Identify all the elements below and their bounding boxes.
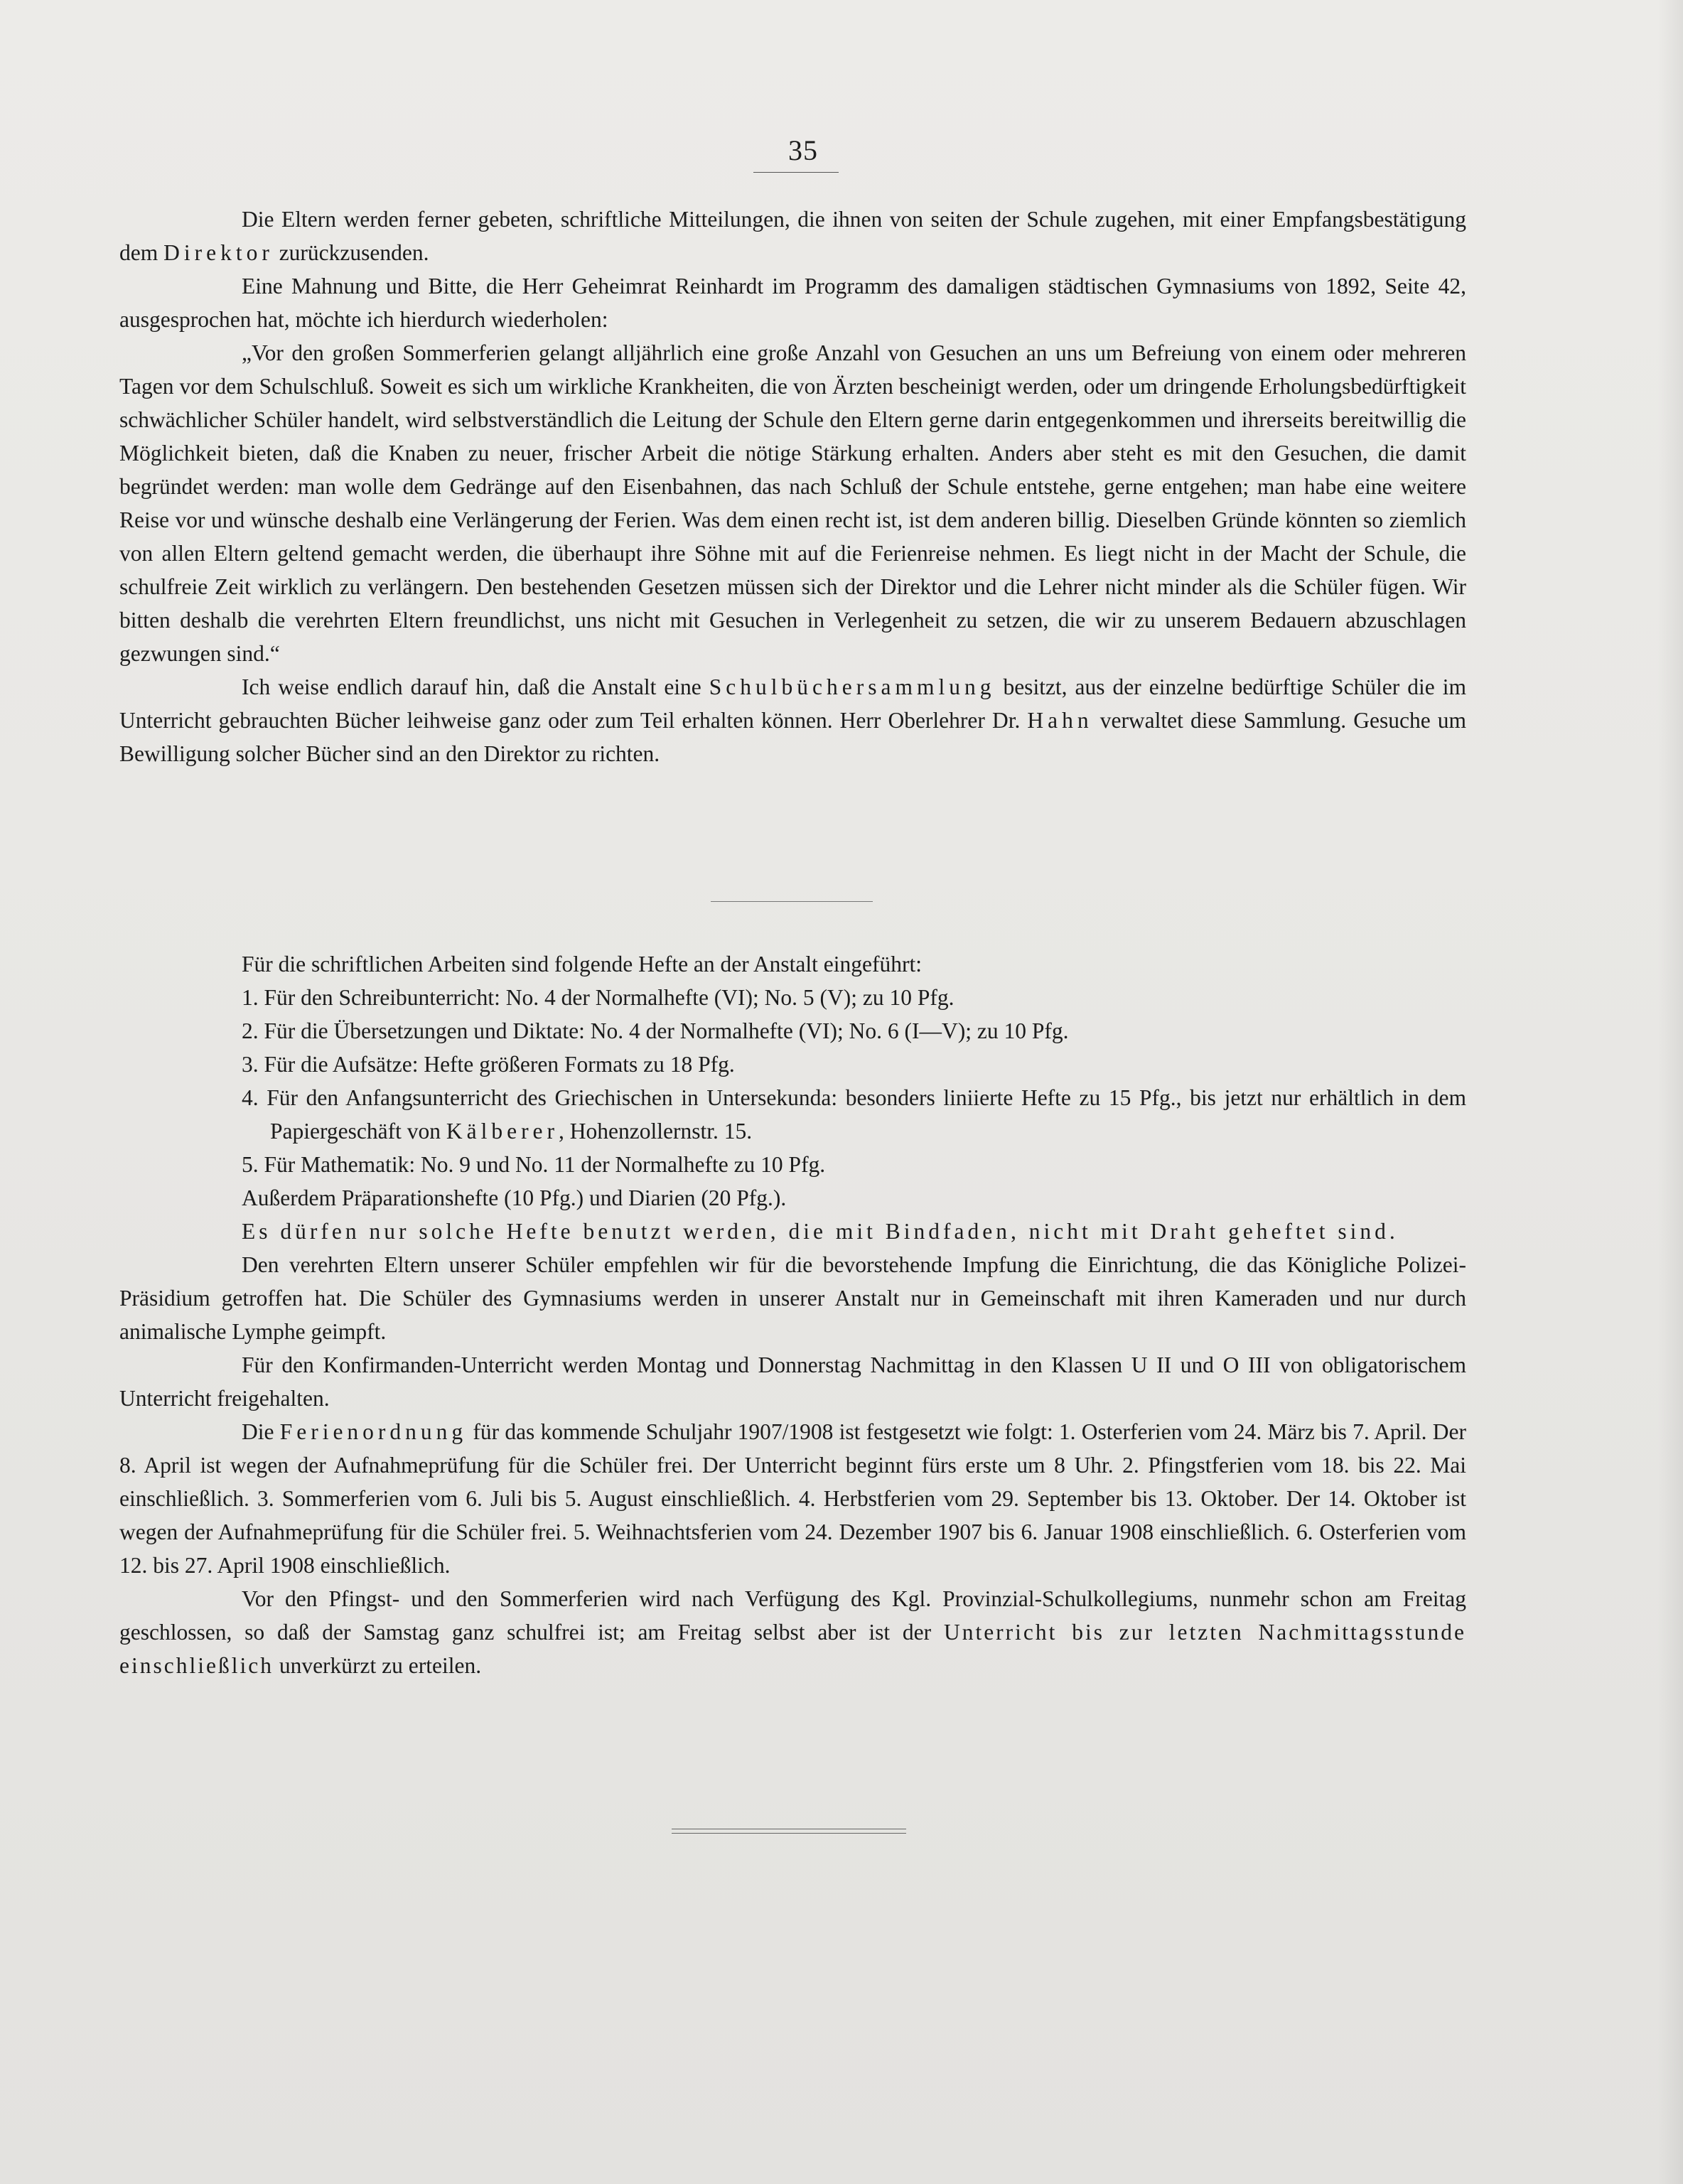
end-double-rule [672,1829,906,1834]
spaced-phrase-unterricht: Unterricht bis zur letzten Nachmittagsstunde einschließlich [119,1620,1467,1678]
text-run: unverkürzt zu erteilen. [273,1653,482,1678]
text-run: Die Eltern werden ferner gebeten, schriftliche Mitteilungen, die ihnen von seiten der Schule zugehen, mit einer Empfangsbestätigung dem [119,207,1466,265]
text-run: für das kommende Schuljahr 1907/1908 ist festgesetzt wie folgt: 1. Osterferien vom 24. März bis 7. April. Der 8. April ist wegen der Aufnahmeprüfung für die Schüler frei. Der Unterricht beginnt fürs erste um 8 Uhr. 2. Pfingstferien vom 18. bis 22. Mai einschließlich. 3. Sommerferien vom 6. Juli bis 5. August einschließlich. 4. Herbstferien vom 29. September bis 13. Oktober. Der 14. Oktober ist wegen der Aufnahmeprüfung für die Schüler frei. 5. Weihnachtsferien vom 24. Dezember 1907 bis 6. Januar 1908 einschließlich. 6. Osterferien vom 12. bis 27. April 1908 einschließlich. [119,1419,1466,1578]
spaced-word-ferienordnung: Ferienordnung [279,1419,468,1444]
text-run: verwaltet diese Sammlung. Gesuche um Bewilligung solcher Bücher sind an den Direktor zu richten. [119,708,1466,766]
text-run: , Hohenzollernstr. 15. [559,1119,753,1144]
paragraph-schulbuechersammlung [119,670,1466,770]
page-number-rule [753,172,839,173]
section-separator [711,901,873,902]
text-run: zurückzusenden. [273,240,429,265]
spaced-word-direktor: Direktor [163,240,274,265]
paragraph-ferienordnung [119,1415,1466,1582]
list-item: 3. Für die Aufsätze: Hefte größeren Formats zu 18 Pfg. [242,1052,735,1077]
hefte-list [119,981,1466,1181]
paragraph-quote-reinhardt: „Vor den großen Sommerferien gelangt alljährlich eine große Anzahl von Gesuchen an uns um Befreiung von einem oder mehreren Tagen vor dem Schulschluß. Soweit es sich um wirkliche Krankheiten, die von Ärzten bescheinigt werden, oder um dringende Erholungsbedürftigkeit schwächlicher Schüler handelt, wird selbstverständlich die Leitung der Schule den Eltern gerne darin entgegenkommen und ihrerseits bereitwillig die Möglichkeit bieten, daß die Knaben zu neuer, frischer Arbeit die nötige Stärkung erhalten. Anders aber steht es mit den Gesuchen, die damit begründet werden: man wolle dem Gedränge auf den Eisenbahnen, das nach Schluß der Schule entstehe, gerne entgehen; man habe eine weitere Reise vor und wünsche deshalb eine Verlängerung der Ferien. Was dem einen recht ist, ist dem anderen billig. Dieselben Gründe könnten so ziemlich von allen Eltern geltend gemacht werden, die überhaupt ihre Söhne mit auf die Ferienreise nehmen. Es liegt nicht in der Macht der Schule, die schulfreie Zeit wirklich zu verlängern. Den bestehenden Gesetzen müssen sich der Direktor und die Lehrer nicht minder als die Schüler fügen. Wir bitten deshalb die verehrten Eltern freundlichst, uns nicht mit Gesuchen in Verlegenheit zu setzen, die wir zu unserem Bedauern abzuschlagen gezwungen sind.“ [119,340,1466,666]
text-run: Vor den Pfingst- und den Sommerferien wird nach Verfügung des Kgl. Provinzial-Schulkollegiums, nunmehr schon am Freitag geschlossen, so daß der Samstag ganz schulfrei ist; am Freitag selbst aber ist der [119,1586,1466,1645]
text-run: besitzt, aus der einzelne bedürftige Schüler die im Unterricht gebrauchten Bücher leihweise ganz oder zum Teil erhalten können. Herr Oberlehrer Dr. [119,674,1466,733]
paragraph-bindfaden: Es dürfen nur solche Hefte benutzt werden, die mit Bindfaden, nicht mit Draht geheftet sind. [242,1219,1399,1244]
paragraph-praeparationshefte: Außerdem Präparationshefte (10 Pfg.) und Diarien (20 Pfg.). [242,1185,787,1210]
text-run: Die [242,1419,280,1444]
paragraph-empfangsbestaetigung [119,203,1466,269]
paragraph-hefte-intro: Für die schriftlichen Arbeiten sind folgende Hefte an der Anstalt eingeführt: [242,952,922,977]
paragraph-mahnung: Eine Mahnung und Bitte, die Herr Geheimrat Reinhardt im Programm des damaligen städtischen Gymnasiums von 1892, Seite 42, ausgesprochen hat, möchte ich hierdurch wiederholen: [119,274,1466,332]
text-run: Ich weise endlich darauf hin, daß die Anstalt eine [242,674,709,699]
list-item: 5. Für Mathematik: No. 9 und No. 11 der Normalhefte zu 10 Pfg. [242,1152,826,1177]
paragraph-freitag [119,1582,1466,1682]
list-item: 2. Für die Übersetzungen und Diktate: No. 4 der Normalhefte (VI); No. 6 (I—V); zu 10 Pfg. [242,1018,1069,1043]
spaced-word-schulbuechersammlung: Schulbüchersammlung [709,674,996,699]
section-notices [119,203,1466,770]
list-item [119,1081,1466,1148]
paragraph-konfirmanden: Für den Konfirmanden-Unterricht werden Montag und Donnerstag Nachmittag in den Klassen U II und O III von obligatorischem Unterricht freigehalten. [119,1352,1466,1411]
spaced-word-kaelberer: Kälberer [446,1119,559,1144]
paragraph-impfung: Den verehrten Eltern unserer Schüler empfehlen wir für die bevorstehende Impfung die Einrichtung, die das Königliche Polizei-Präsidium getroffen hat. Die Schüler des Gymnasiums werden in unserer Anstalt nur in Gemeinschaft mit ihren Kameraden und nur durch animalische Lymphe geimpft. [119,1252,1466,1344]
list-item: 1. Für den Schreibunterricht: No. 4 der Normalhefte (VI); No. 5 (V); zu 10 Pfg. [242,985,955,1010]
page-edge-shadow [1657,0,1683,2184]
spaced-word-hahn: Hahn [1027,708,1093,733]
section-hefte-ferien [119,947,1466,1682]
page-number: 35 [788,134,818,166]
text-run: 4. Für den Anfangsunterricht des Griechischen in Untersekunda: besonders liniierte Hefte zu 15 Pfg., bis jetzt nur erhältlich in dem Papiergeschäft von [242,1085,1466,1144]
